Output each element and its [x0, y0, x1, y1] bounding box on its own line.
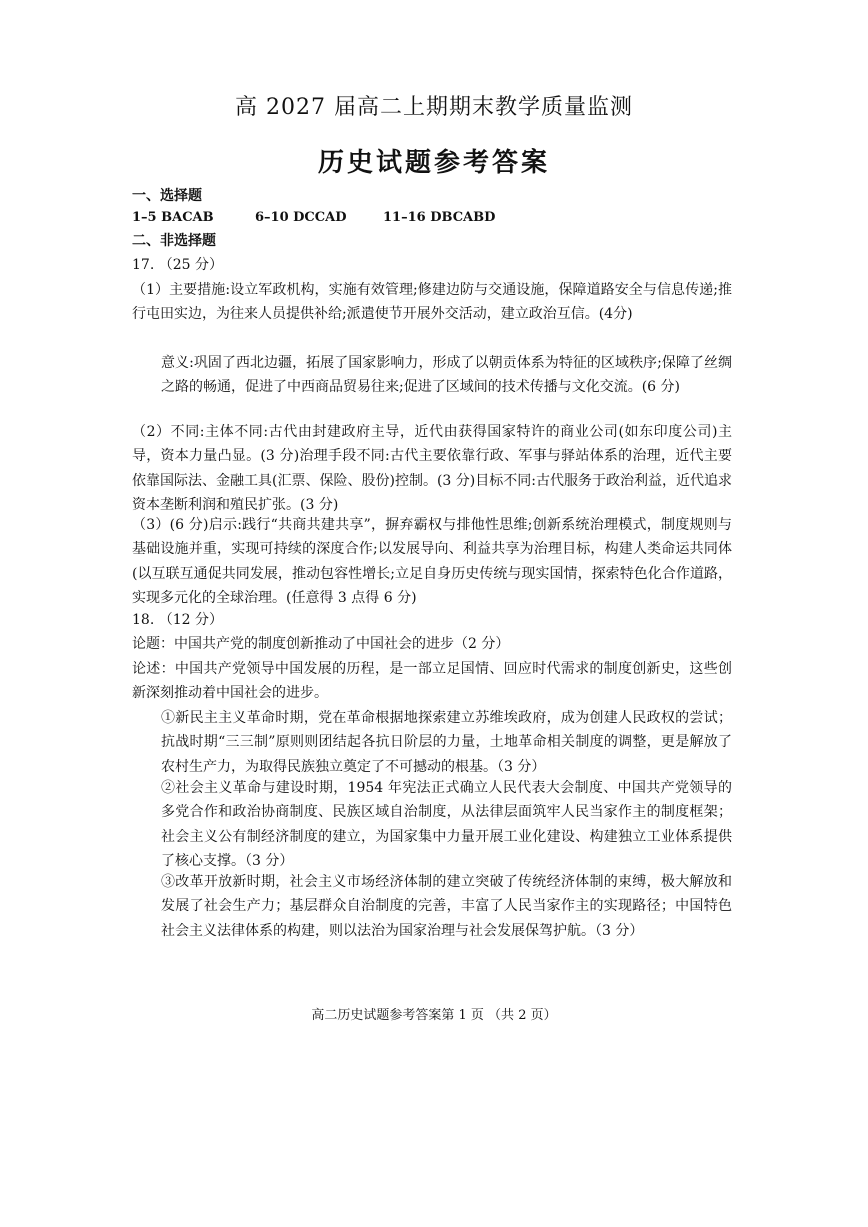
q17-part1-measures — [132, 278, 732, 327]
choice-answers-11-16: 11–16 DBCABD — [383, 210, 496, 225]
choice-answers-6-10: 6–10 DCCAD — [255, 210, 347, 225]
q17-part2: （2）不同:主体不同:古代由封建政府主导，近代由获得国家特许的商业公司(如东印度公司)主导，资本力量凸显。(3 分)治理手段不同:古代主要依靠行政、军事与驿站体系的治理，近代主要依靠国际法、金融工具(汇票、保险、股份)控制。(3 分)目标不同:古代服务于政治利益，近代追求资本垄断利润和殖民扩张。(3 分) — [132, 424, 732, 514]
q17-part1-meaning: 意义:巩固了西北边疆，拓展了国家影响力，形成了以朝贡体系为特征的区域秩序;保障了丝绸之路的畅通，促进了中西商品贸易往来;促进了区域间的技术传播与文化交流。(6 分) — [161, 355, 732, 396]
q18-point1: ①新民主主义革命时期，党在革命根据地探索建立苏维埃政府，成为创建人民政权的尝试；抗战时期“三三制”原则则团结起各抗日阶层的力量，土地革命相关制度的调整，更是解放了农村生产力，为取得民族独立奠定了不可撼动的根基。（3 分） — [161, 710, 732, 775]
q18-argument: 论述：中国共产党领导中国发展的历程，是一部立足国情、回应时代需求的制度创新史，这些创新深刻推动着中国社会的进步。 — [132, 661, 732, 702]
section-heading-choice: 一、选择题 — [132, 188, 202, 204]
q18-point3: ③改革开放新时期，社会主义市场经济体制的建立突破了传统经济体制的束缚，极大解放和发展了社会生产力；基层群众自治制度的完善，丰富了人民当家作主的实现路径；中国特色社会主义法律体系的构建，则以法治为国家治理与社会发展保驾护航。（3 分） — [161, 874, 732, 939]
choice-answers-1-5: 1–5 BACAB — [132, 210, 214, 225]
q17-label: 17. （25 分） — [132, 257, 223, 273]
q17-part1-text: （1）主要措施:设立军政机构，实施有效管理;修建边防与交通设施，保障道路安全与信息传递;推行屯田实边，为往来人员提供补给;派遣使节开展外交活动，建立政治互信。(4分) — [132, 282, 732, 323]
section-heading-nonchoice: 二、非选择题 — [132, 233, 216, 249]
document-title: 历史试题参考答案 — [317, 148, 550, 178]
q18-label: 18. （12 分） — [132, 612, 223, 628]
q18-thesis: 论题：中国共产党的制度创新推动了中国社会的进步（2 分） — [132, 636, 510, 652]
q17-part3: （3）(6 分)启示:践行“共商共建共享”，摒弃霸权与排他性思维;创新系统治理模式，制度规则与基础设施并重，实现可持续的深度合作;以发展导向、利益共享为治理目标，构建人类命运共同体(以互联互通促共同发展，推动包容性增长;立足自身历史传统与现实国情，探索特色化合作道路，实现多元化的全球治理。(任意得 3 点得 6 分) — [132, 517, 732, 607]
page-footer: 高二历史试题参考答案第 1 页 （共 2 页） — [311, 1008, 557, 1023]
q18-point2: ②社会主义革命与建设时期，1954 年宪法正式确立人民代表大会制度、中国共产党领导的多党合作和政治协商制度、民族区域自治制度，从法律层面筑牢人民当家作主的制度框架；社会主义公有制经济制度的建立，为国家集中力量开展工业化建设、构建独立工业体系提供了核心支撑。（3 分） — [161, 780, 732, 870]
exam-title: 高 2027 届高二上期期末教学质量监测 — [235, 95, 633, 120]
